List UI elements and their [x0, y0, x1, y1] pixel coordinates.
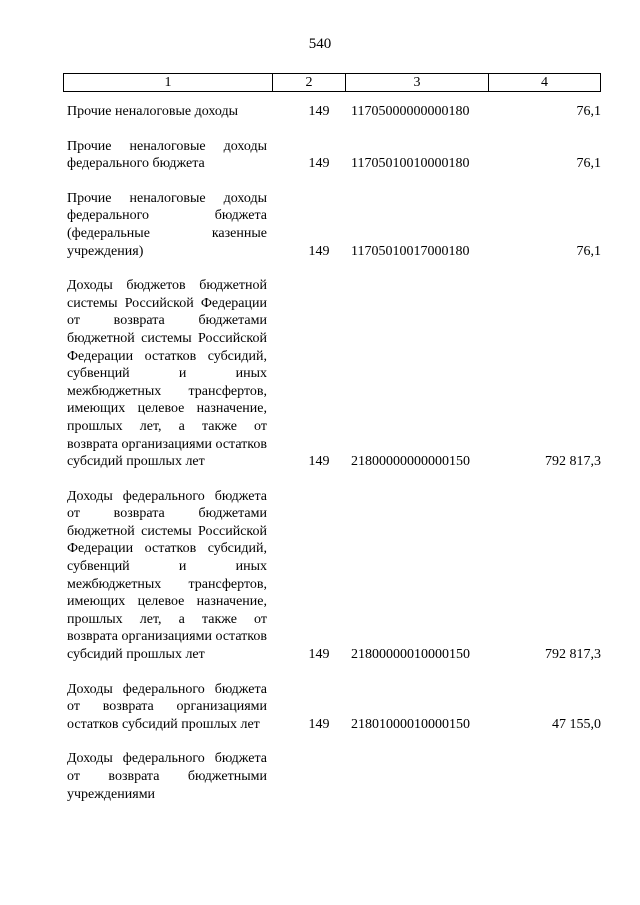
row-amount: 76,1	[576, 156, 601, 172]
row-admin-code: 149	[308, 716, 330, 732]
header-col-3: 3	[346, 74, 489, 91]
table-row	[67, 103, 601, 121]
row-amount: 792 817,3	[545, 647, 601, 663]
row-description: Доходы бюджетов бюджетной системы Российской Федерации от возврата бюджетами бюджетной системы Российской Федерации остатков субсидий, субвенций и иных межбюджетных трансфертов, имеющих целевое назначение, прошлых лет, а также от возврата организациями остатков субсидий прошлых лет	[67, 278, 267, 470]
row-admin-code: 149	[308, 454, 330, 470]
table-row	[67, 190, 601, 260]
row-budget-code: 11705000000000180	[351, 104, 470, 119]
table-row	[67, 681, 601, 734]
table-row	[67, 750, 601, 803]
table-row	[67, 277, 601, 471]
table-row	[67, 488, 601, 664]
row-admin-code: 149	[308, 647, 330, 663]
header-col-2: 2	[273, 74, 346, 91]
header-col-4: 4	[541, 74, 548, 90]
row-budget-code: 21801000010000150	[351, 716, 470, 732]
row-description: Прочие неналоговые доходы федерального бюджета (федеральные казенные учреждения)	[67, 190, 267, 259]
row-amount: 76,1	[576, 243, 601, 259]
header-col-1: 1	[64, 74, 273, 91]
row-budget-code: 11705010010000180	[351, 156, 470, 172]
row-description: Доходы федерального бюджета от возврата бюджетами бюджетной системы Российской Федерации остатков субсидий, субвенций и иных межбюджетных трансфертов, имеющих целевое назначение, прошлых лет, а также от возврата организациями остатков субсидий прошлых лет	[67, 488, 267, 663]
row-budget-code: 21800000000000150	[351, 454, 470, 470]
table-row	[67, 138, 601, 173]
row-budget-code: 11705010017000180	[351, 243, 470, 259]
row-admin-code: 149	[308, 243, 330, 259]
row-description: Доходы федерального бюджета от возврата бюджетными учреждениями	[67, 751, 267, 802]
row-description: Доходы федерального бюджета от возврата организациями остатков субсидий прошлых лет	[67, 681, 267, 732]
row-admin-code: 149	[308, 104, 330, 119]
row-budget-code: 21800000010000150	[351, 647, 470, 663]
table-header	[63, 73, 601, 92]
row-admin-code: 149	[308, 156, 330, 172]
page-number: 540	[308, 36, 332, 52]
row-amount: 792 817,3	[545, 454, 601, 470]
row-description: Прочие неналоговые доходы	[67, 104, 239, 119]
table-body	[67, 103, 601, 820]
row-description: Прочие неналоговые доходы федерального бюджета	[67, 138, 267, 172]
row-amount: 76,1	[576, 104, 601, 119]
row-amount: 47 155,0	[552, 716, 601, 732]
